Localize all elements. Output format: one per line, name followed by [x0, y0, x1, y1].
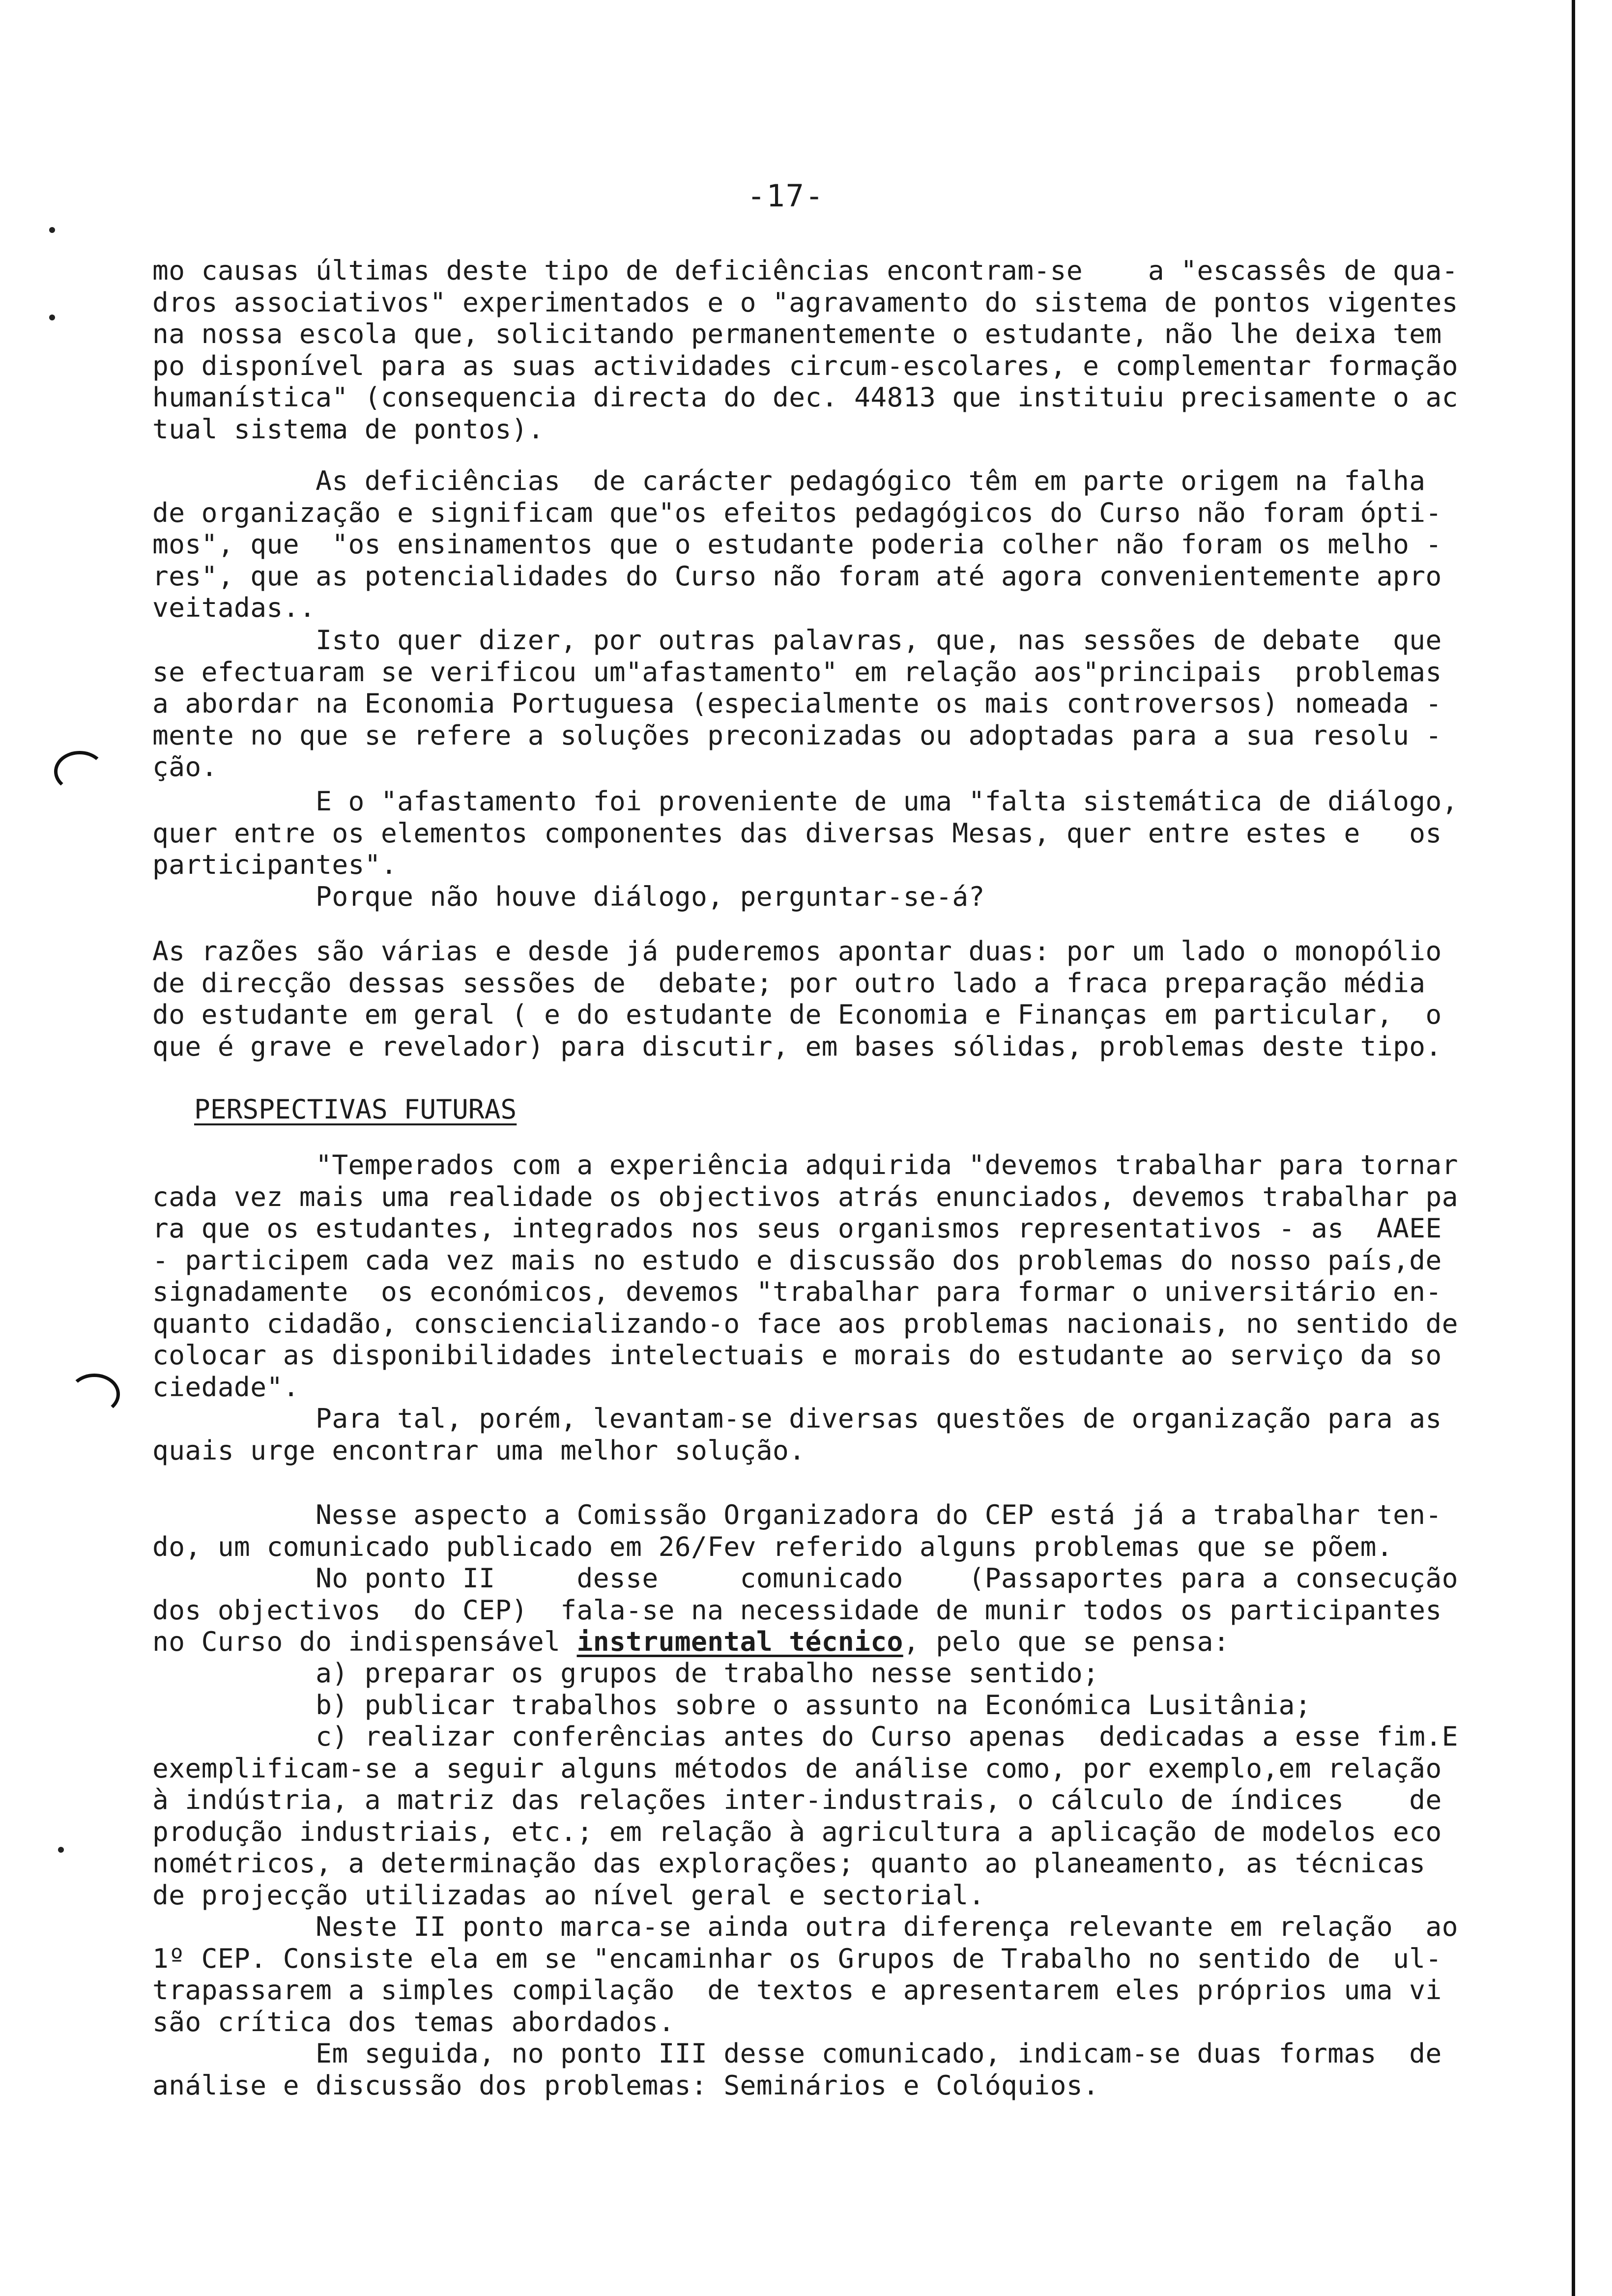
text-line: E o "afastamento foi proveniente de uma "falta sistemática de diálogo,: [152, 785, 1458, 817]
text-line: do estudante em geral ( e do estudante de Economia e Finanças em particular, o: [152, 999, 1442, 1030]
text-line: dos objectivos do CEP) fala-se na necessidade de munir todos os participantes: [152, 1594, 1442, 1626]
text-line: quanto cidadão, consciencializando-o face aos problemas nacionais, no sentido de: [152, 1307, 1458, 1339]
text-line: colocar as disponibilidades intelectuais e morais do estudante ao serviço da so: [152, 1339, 1442, 1371]
text-line: res", que as potencialidades do Curso não foram até agora convenientemente apro: [152, 560, 1442, 592]
text-line: na nossa escola que, solicitando permanentemente o estudante, não lhe deixa tem: [152, 318, 1442, 349]
paragraph-7: [152, 1499, 1573, 1658]
text-line: ção.: [152, 751, 218, 782]
text-line: po disponível para as suas actividades circum-escolares, e complementar formação: [152, 349, 1458, 381]
text-line: participantes".: [152, 849, 398, 880]
text-line: b) publicar trabalhos sobre o assunto na Económica Lusitânia;: [152, 1689, 1312, 1721]
paragraph-7-lines: [152, 1499, 1573, 1658]
paragraph-7-list: [152, 1657, 1573, 2101]
text-line: exemplificam-se a seguir alguns métodos de análise como, por exemplo,em relação: [152, 1752, 1442, 1784]
text-fragment: no Curso do indispensável: [152, 1626, 577, 1657]
emphasized-phrase: instrumental técnico: [576, 1626, 903, 1657]
text-line: As deficiências de carácter pedagógico têm em parte origem na falha: [152, 465, 1426, 496]
margin-dot: [49, 315, 55, 320]
margin-dot: [49, 227, 55, 233]
margin-mark: [69, 1374, 120, 1415]
text-line: do, um comunicado publicado em 26/Fev referido alguns problemas que se põem.: [152, 1530, 1393, 1562]
text-line: Neste II ponto marca-se ainda outra diferença relevante em relação ao: [152, 1911, 1458, 1942]
text-line: As razões são várias e desde já puderemos apontar duas: por um lado o monopólio: [152, 935, 1442, 967]
text-line: a) preparar os grupos de trabalho nesse sentido;: [152, 1657, 1099, 1689]
text-line: à indústria, a matriz das relações inter-industrais, o cálculo de índices de: [152, 1784, 1442, 1815]
text-line: nométricos, a determinação das explorações; quanto ao planeamento, as técnicas: [152, 1847, 1426, 1879]
text-line: dros associativos" experimentados e o "agravamento do sistema de pontos vigentes: [152, 286, 1458, 318]
text-line: que é grave e revelador) para discutir, em bases sólidas, problemas deste tipo.: [152, 1030, 1442, 1062]
text-fragment: , pelo que se pensa:: [903, 1626, 1230, 1657]
text-line: a abordar na Economia Portuguesa (especialmente os mais controversos) nomeada -: [152, 688, 1442, 719]
text-line: c) realizar conferências antes do Curso apenas dedicadas a esse fim.E: [152, 1721, 1458, 1752]
text-line: trapassarem a simples compilação de textos e apresentarem eles próprios uma vi: [152, 1974, 1442, 2006]
text-line: "Temperados com a experiência adquirida "devemos trabalhar para tornar: [152, 1149, 1458, 1180]
text-line: humanística" (consequencia directa do dec. 44813 que instituiu precisamente o ac: [152, 381, 1458, 413]
paragraph-6: [152, 1149, 1573, 1466]
paragraph-5: [152, 935, 1573, 1062]
text-line: Nesse aspecto a Comissão Organizadora do CEP está já a trabalhar ten-: [152, 1499, 1442, 1530]
section-heading: PERSPECTIVAS FUTURAS: [194, 1093, 517, 1125]
text-line: mos", que "os ensinamentos que o estudante poderia colher não foram os melho -: [152, 528, 1442, 560]
text-line: Em seguida, no ponto III desse comunicado, indicam-se duas formas de: [152, 2038, 1442, 2069]
text-line: [152, 1626, 1573, 1658]
text-line: Porque não houve diálogo, perguntar-se-á?: [152, 880, 985, 912]
text-line: tual sistema de pontos).: [152, 413, 545, 445]
text-line: se efectuaram se verificou um"afastamento" em relação aos"principais problemas: [152, 656, 1442, 688]
text-line: ciedade".: [152, 1371, 299, 1403]
text-line: análise e discussão dos problemas: Seminários e Colóquios.: [152, 2069, 1099, 2101]
text-line: de organização e significam que"os efeitos pedagógicos do Curso não foram ópti-: [152, 496, 1442, 528]
text-line: quais urge encontrar uma melhor solução.: [152, 1434, 806, 1466]
text-line: Isto quer dizer, por outras palavras, que, nas sessões de debate que: [152, 624, 1442, 656]
text-line: de direcção dessas sessões de debate; por outro lado a fraca preparação média: [152, 967, 1426, 999]
text-line: são crítica dos temas abordados.: [152, 2006, 675, 2038]
text-line: ra que os estudantes, integrados nos seus organismos representativos - as AAEE: [152, 1212, 1442, 1244]
text-line: mo causas últimas deste tipo de deficiências encontram-se a "escassês de qua-: [152, 255, 1458, 286]
text-line: - participem cada vez mais no estudo e discussão dos problemas do nosso país,de: [152, 1244, 1442, 1276]
text-line: No ponto II desse comunicado (Passaportes para a consecução: [152, 1562, 1458, 1594]
margin-dot: [58, 1847, 64, 1853]
margin-mark: [54, 751, 105, 792]
page-number: -17-: [747, 178, 825, 214]
paragraph-4: [152, 785, 1573, 912]
text-line: cada vez mais uma realidade os objectivos atrás enunciados, devemos trabalhar pa: [152, 1180, 1458, 1212]
paragraph-3: [152, 624, 1573, 783]
text-line: signadamente os económicos, devemos "trabalhar para formar o universitário en-: [152, 1276, 1442, 1307]
text-line: 1º CEP. Consiste ela em se "encaminhar os Grupos de Trabalho no sentido de ul-: [152, 1942, 1442, 1974]
text-line: mente no que se refere a soluções preconizadas ou adoptadas para a sua resolu -: [152, 719, 1442, 751]
text-line: de projecção utilizadas ao nível geral e sectorial.: [152, 1879, 985, 1911]
paragraph-1: [152, 255, 1573, 445]
text-line: quer entre os elementos componentes das diversas Mesas, quer entre estes e os: [152, 817, 1442, 849]
text-line: Para tal, porém, levantam-se diversas questões de organização para as: [152, 1403, 1442, 1434]
paragraph-2: [152, 465, 1573, 624]
text-line: produção industriais, etc.; em relação à agricultura a aplicação de modelos eco: [152, 1815, 1442, 1847]
text-line: veitadas..: [152, 592, 316, 623]
